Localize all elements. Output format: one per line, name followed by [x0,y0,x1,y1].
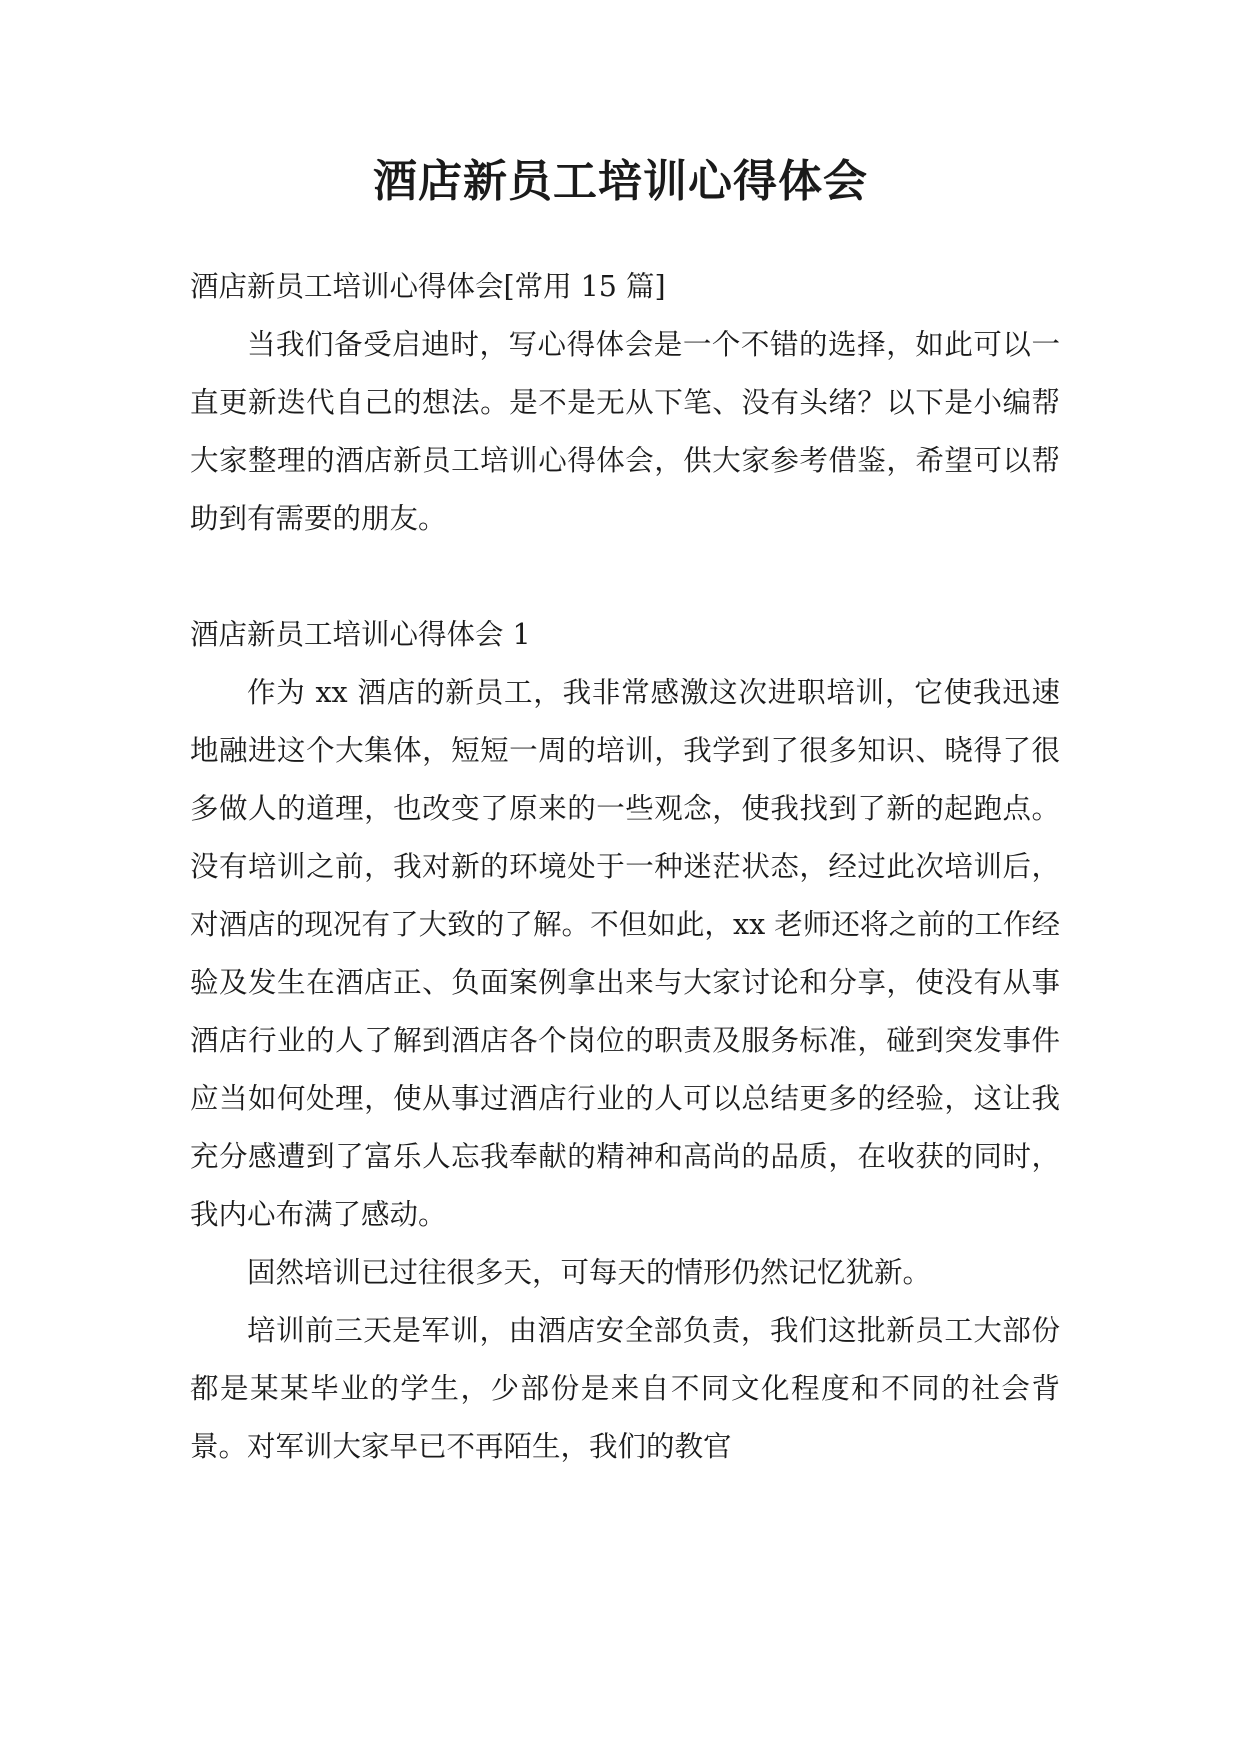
document-subtitle: 酒店新员工培训心得体会[常用 15 篇] [190,270,666,303]
body-paragraph: 培训前三天是军训，由酒店安全部负责，我们这批新员工大部份都是某某毕业的学生，少部份是来自不同文化程度和不同的社会背景。对军训大家早已不再陌生，我们的教官 [190,1314,1060,1463]
section-heading: 酒店新员工培训心得体会 1 [190,618,531,651]
body-paragraph: 作为 xx 酒店的新员工，我非常感激这次进职培训，它使我迅速地融进这个大集体，短短一周的培训，我学到了很多知识、晓得了很多做人的道理，也改变了原来的一些观念，使我找到了新的起跑点。没有培训之前，我对新的环境处于一种迷茫状态，经过此次培训后，对酒店的现况有了大致的了解。不但如此，xx 老师还将之前的工作经验及发生在酒店正、负面案例拿出来与大家讨论和分享，使没有从事酒店行业的人了解到酒店各个岗位的职责及服务标准，碰到突发事件应当如何处理，使从事过酒店行业的人可以总结更多的经验，这让我充分感遭到了富乐人忘我奉献的精神和高尚的品质，在收获的同时，我内心布满了感动。 [190,676,1060,1231]
body-paragraph: 固然培训已过往很多天，可每天的情形仍然记忆犹新。 [247,1256,932,1289]
document-title: 酒店新员工培训心得体会 [373,156,868,207]
document-body [190,258,1060,1476]
intro-paragraph: 当我们备受启迪时，写心得体会是一个不错的选择，如此可以一直更新迭代自己的想法。是不是无从下笔、没有头绪？以下是小编帮大家整理的酒店新员工培训心得体会，供大家参考借鉴，希望可以帮助到有需要的朋友。 [190,328,1060,535]
